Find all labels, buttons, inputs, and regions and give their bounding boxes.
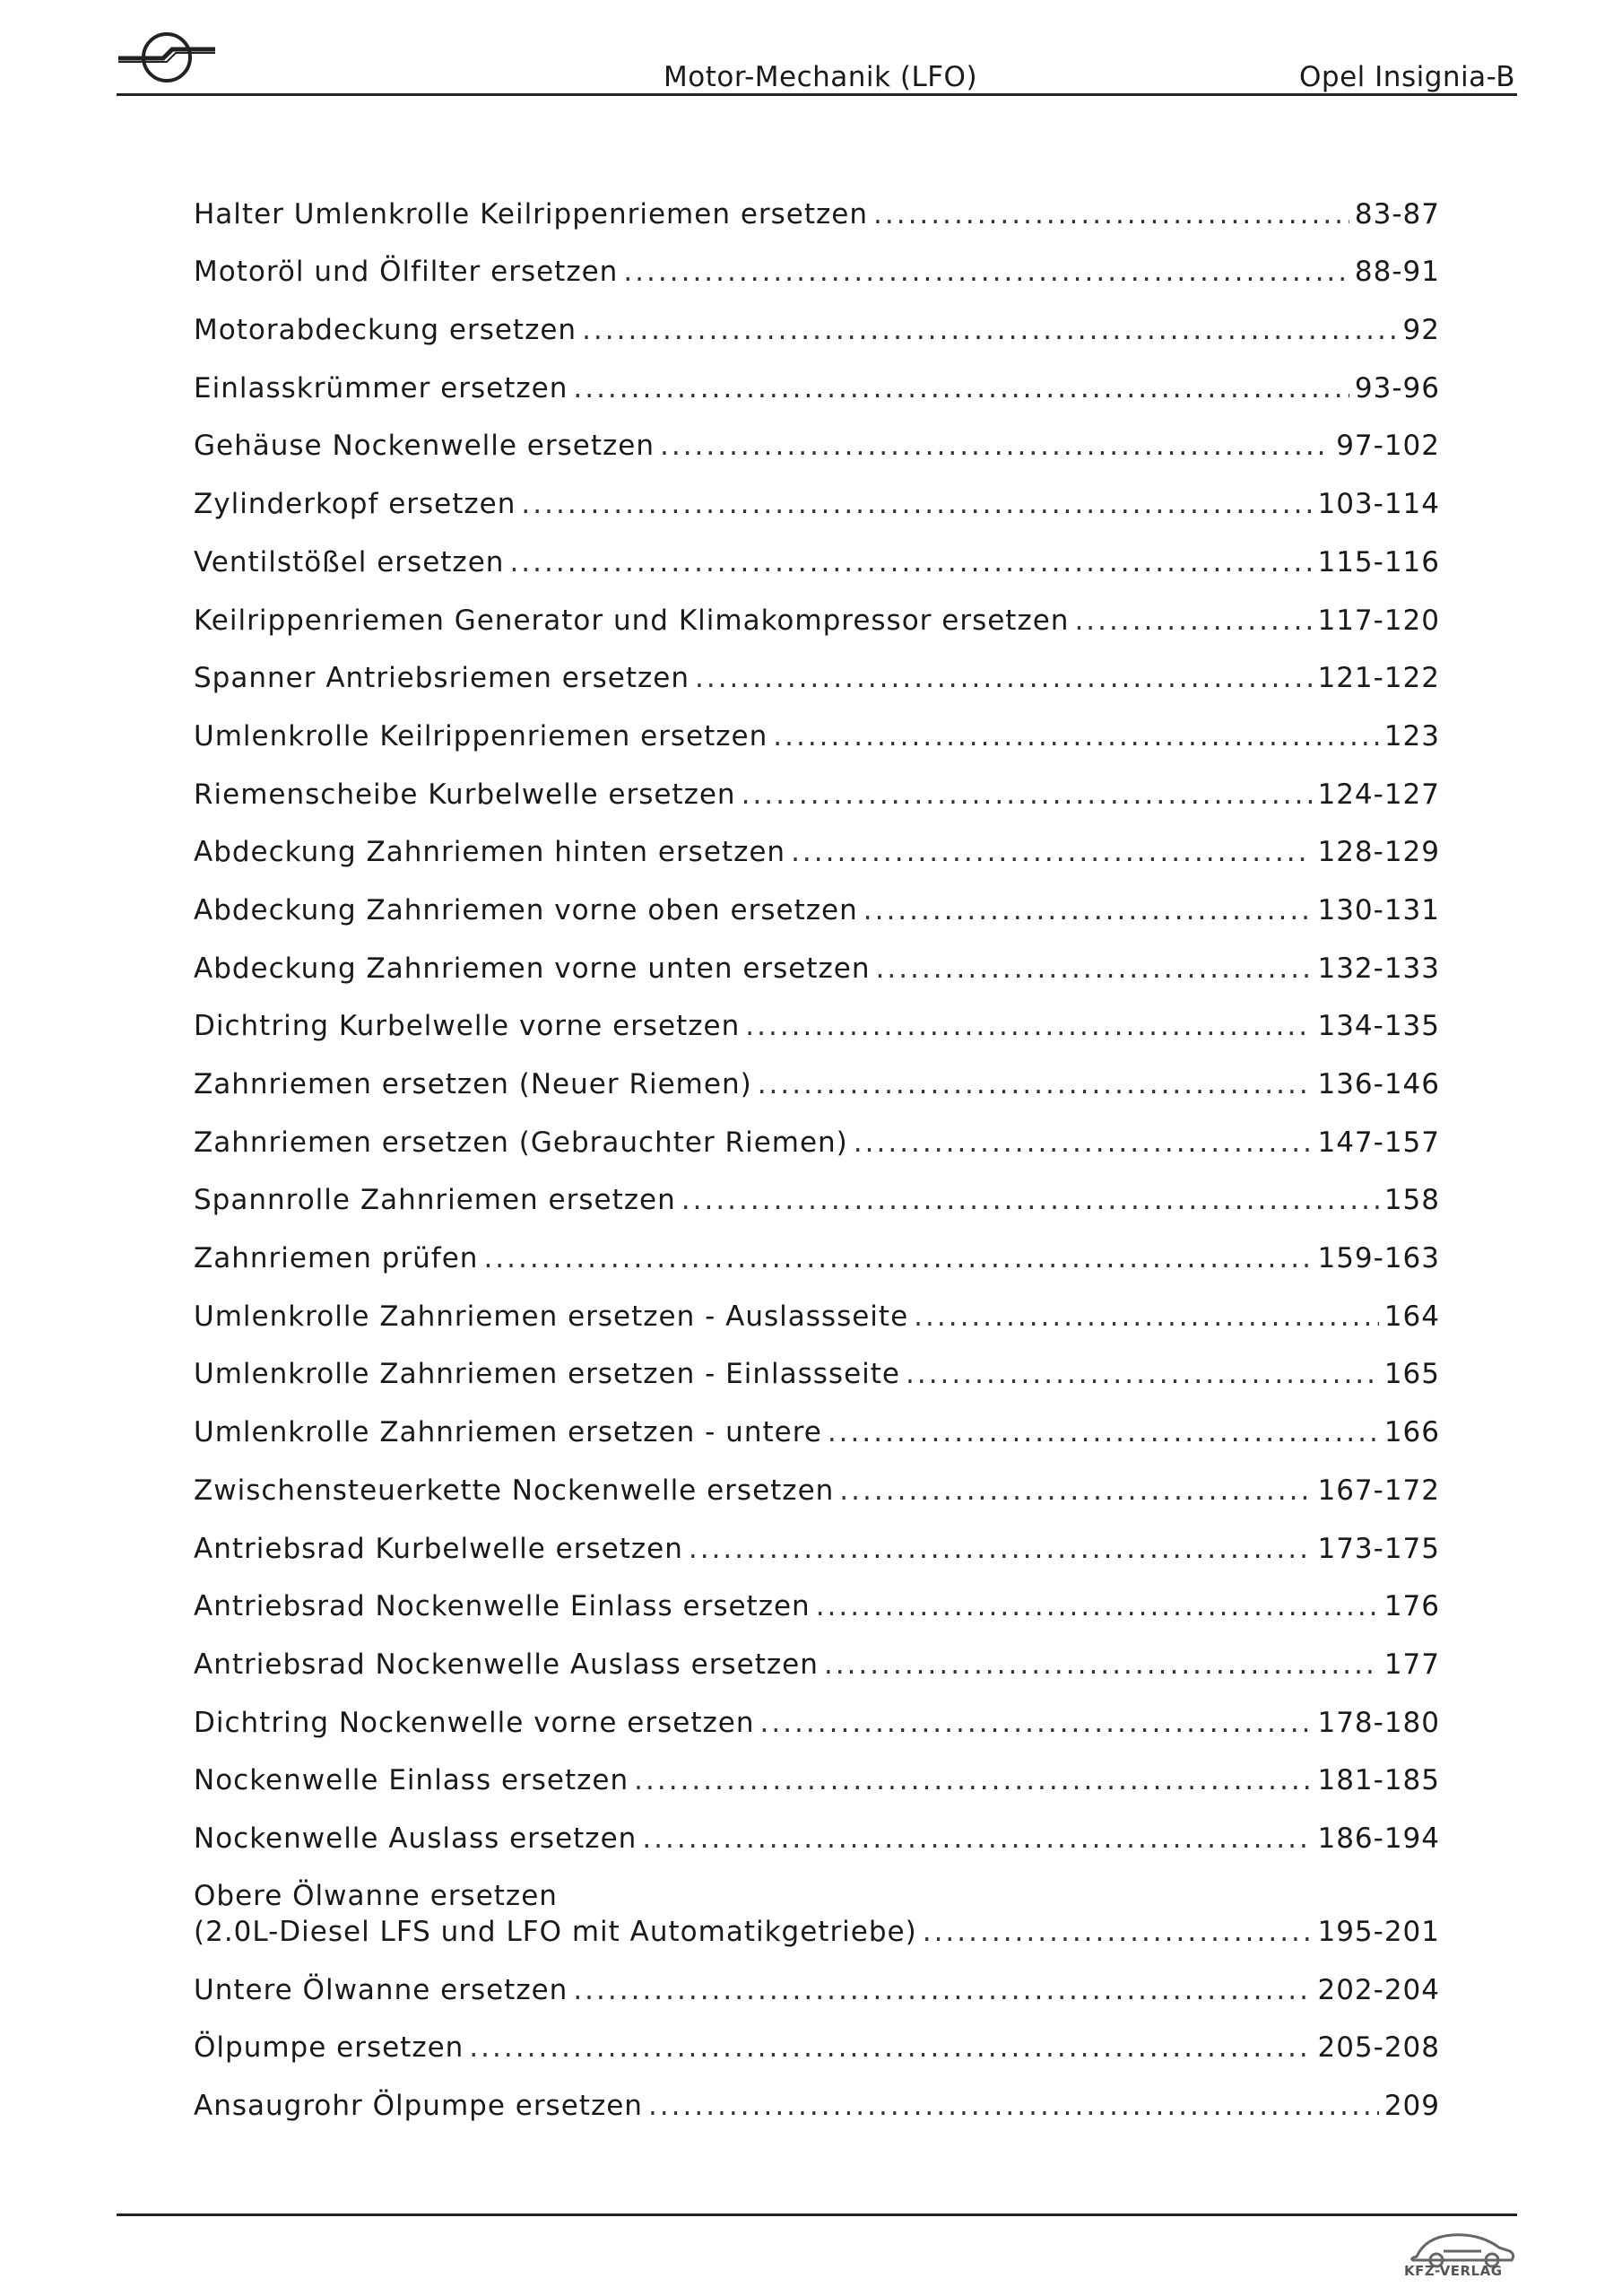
toc-entry-page: 83-87 bbox=[1354, 197, 1440, 230]
toc-entry-title: Gehäuse Nockenwelle ersetzen bbox=[194, 430, 655, 463]
toc-entry-page: 176 bbox=[1383, 1590, 1440, 1623]
toc-entry-page: 115-116 bbox=[1317, 545, 1440, 578]
dot-leader bbox=[816, 1590, 1379, 1622]
dot-leader bbox=[914, 1300, 1379, 1333]
dot-leader bbox=[839, 1474, 1312, 1507]
toc-entry-page: 181-185 bbox=[1317, 1764, 1440, 1797]
toc-entry[interactable] bbox=[194, 1349, 1440, 1407]
toc-entry-title: Motoröl und Ölfilter ersetzen bbox=[194, 256, 619, 289]
toc-entry-page: 178-180 bbox=[1317, 1706, 1440, 1739]
toc-entry-page: 205-208 bbox=[1317, 2031, 1440, 2065]
toc-entry[interactable] bbox=[194, 1058, 1440, 1117]
toc-entry[interactable] bbox=[194, 1871, 1440, 1964]
toc-entry-title: Zylinderkopf ersetzen bbox=[194, 488, 516, 521]
dot-leader bbox=[689, 1533, 1313, 1565]
toc-entry-title: Abdeckung Zahnriemen vorne unten ersetzen bbox=[194, 952, 871, 985]
dot-leader bbox=[876, 952, 1313, 985]
toc-entry-page: 136-146 bbox=[1317, 1068, 1440, 1100]
dot-leader bbox=[660, 430, 1331, 462]
toc-entry-page: 177 bbox=[1383, 1648, 1440, 1681]
dot-leader bbox=[906, 1358, 1379, 1390]
toc-entry-page: 159-163 bbox=[1317, 1242, 1440, 1275]
dot-leader bbox=[828, 1416, 1379, 1448]
car-wrench-logo-icon bbox=[1399, 2221, 1524, 2292]
toc-entry[interactable] bbox=[194, 1813, 1440, 1871]
dot-leader bbox=[824, 1648, 1379, 1681]
toc-entry[interactable] bbox=[194, 1232, 1440, 1291]
toc-entry-page: 186-194 bbox=[1317, 1822, 1440, 1855]
toc-entry[interactable] bbox=[194, 1117, 1440, 1175]
dot-leader bbox=[681, 1184, 1379, 1216]
document-title: Motor-Mechanik (LFO) bbox=[664, 61, 978, 93]
toc-entry[interactable] bbox=[194, 653, 1440, 711]
toc-entry-page: 209 bbox=[1383, 2090, 1440, 2122]
toc-entry[interactable] bbox=[194, 710, 1440, 769]
toc-entry-title: Zahnriemen prüfen bbox=[194, 1242, 479, 1275]
toc-entry-page: 117-120 bbox=[1317, 604, 1440, 637]
toc-entry-title: Obere Ölwanne ersetzen bbox=[194, 1879, 558, 1912]
toc-entry-page: 103-114 bbox=[1317, 488, 1440, 521]
dot-leader bbox=[758, 1068, 1313, 1100]
dot-leader bbox=[582, 314, 1397, 346]
toc-entry-page: 165 bbox=[1383, 1358, 1440, 1391]
dot-leader bbox=[521, 488, 1312, 520]
toc-entry-title: Ventilstößel ersetzen bbox=[194, 545, 505, 578]
toc-entry[interactable] bbox=[194, 1523, 1440, 1581]
toc-entry-title: Zwischensteuerkette Nockenwelle ersetzen bbox=[194, 1474, 835, 1507]
toc-entry-page: 93-96 bbox=[1354, 371, 1440, 404]
toc-entry[interactable] bbox=[194, 1291, 1440, 1349]
toc-entry[interactable] bbox=[194, 1406, 1440, 1465]
toc-entry[interactable] bbox=[194, 304, 1440, 362]
dot-leader bbox=[634, 1764, 1312, 1796]
toc-entry-title: Spannrolle Zahnriemen ersetzen bbox=[194, 1184, 676, 1217]
toc-entry[interactable] bbox=[194, 188, 1440, 247]
toc-entry-title: Ansaugrohr Ölpumpe ersetzen bbox=[194, 2090, 643, 2122]
toc-entry-page: 132-133 bbox=[1317, 952, 1440, 985]
toc-entry-title: Antriebsrad Nockenwelle Auslass ersetzen bbox=[194, 1648, 819, 1681]
toc-entry[interactable] bbox=[194, 1697, 1440, 1755]
toc-entry-title: Umlenkrolle Zahnriemen ersetzen - Einlassseite bbox=[194, 1358, 900, 1391]
dot-leader bbox=[648, 2090, 1379, 2122]
toc-entry-page: 147-157 bbox=[1317, 1126, 1440, 1159]
dot-leader bbox=[509, 546, 1312, 578]
toc-entry-title: Einlasskrümmer ersetzen bbox=[194, 371, 568, 404]
toc-entry-title: Umlenkrolle Zahnriemen ersetzen - untere bbox=[194, 1416, 822, 1449]
toc-entry-page: 173-175 bbox=[1317, 1532, 1440, 1565]
toc-entry-page: 202-204 bbox=[1317, 1973, 1440, 2006]
toc-entry[interactable] bbox=[194, 884, 1440, 943]
toc-entry[interactable] bbox=[194, 1001, 1440, 1059]
dot-leader bbox=[863, 894, 1313, 926]
toc-entry-title: Riemenscheibe Kurbelwelle ersetzen bbox=[194, 778, 736, 811]
toc-entry-title: Dichtring Nockenwelle vorne ersetzen bbox=[194, 1706, 755, 1739]
publisher-logo-text: KFZ-VERLAG bbox=[1404, 2263, 1503, 2279]
vehicle-model: Opel Insignia-B bbox=[1299, 61, 1515, 93]
toc-entry[interactable] bbox=[194, 1964, 1440, 2022]
toc-entry-title: Spanner Antriebsriemen ersetzen bbox=[194, 662, 690, 695]
toc-entry[interactable] bbox=[194, 595, 1440, 653]
toc-entry[interactable] bbox=[194, 421, 1440, 479]
toc-entry[interactable] bbox=[194, 2022, 1440, 2081]
dot-leader bbox=[573, 372, 1349, 404]
toc-entry-title: Umlenkrolle Zahnriemen ersetzen - Auslassseite bbox=[194, 1300, 909, 1333]
dot-leader bbox=[854, 1126, 1313, 1159]
toc-entry-page: 121-122 bbox=[1317, 662, 1440, 695]
toc-entry[interactable] bbox=[194, 1465, 1440, 1523]
dot-leader bbox=[469, 2031, 1312, 2064]
toc-entry[interactable] bbox=[194, 943, 1440, 1001]
toc-entry-title: Antriebsrad Nockenwelle Einlass ersetzen bbox=[194, 1590, 811, 1623]
toc-entry-title: Halter Umlenkrolle Keilrippenriemen ersetzen bbox=[194, 197, 869, 230]
dot-leader bbox=[642, 1822, 1312, 1855]
toc-entry-title: Dichtring Kurbelwelle vorne ersetzen bbox=[194, 1010, 741, 1043]
opel-logo-icon bbox=[117, 25, 217, 90]
dot-leader bbox=[742, 778, 1313, 811]
dot-leader bbox=[623, 256, 1349, 288]
toc-entry-title-line2: (2.0L-Diesel LFS und LFO mit Automatikgetriebe) bbox=[194, 1915, 917, 1948]
toc-entry-page: 88-91 bbox=[1354, 256, 1440, 289]
dot-leader bbox=[873, 198, 1349, 230]
toc-entry[interactable] bbox=[194, 1581, 1440, 1639]
toc-entry[interactable] bbox=[194, 478, 1440, 536]
table-of-contents bbox=[194, 188, 1440, 2138]
toc-entry-title: Nockenwelle Auslass ersetzen bbox=[194, 1822, 638, 1855]
dot-leader bbox=[483, 1242, 1312, 1274]
toc-entry-title: Zahnriemen ersetzen (Gebrauchter Riemen) bbox=[194, 1126, 848, 1159]
dot-leader bbox=[791, 836, 1312, 868]
toc-entry-title: Untere Ölwanne ersetzen bbox=[194, 1973, 568, 2006]
dot-leader bbox=[1074, 604, 1312, 637]
footer-divider bbox=[117, 2213, 1517, 2216]
toc-entry[interactable] bbox=[194, 362, 1440, 421]
dot-leader bbox=[745, 1010, 1312, 1042]
toc-entry-title: Abdeckung Zahnriemen vorne oben ersetzen bbox=[194, 893, 858, 926]
toc-entry-title: Umlenkrolle Keilrippenriemen ersetzen bbox=[194, 719, 768, 752]
toc-entry[interactable] bbox=[194, 769, 1440, 827]
toc-entry[interactable] bbox=[194, 1755, 1440, 1813]
toc-entry-page: 97-102 bbox=[1336, 430, 1440, 463]
toc-entry[interactable] bbox=[194, 1639, 1440, 1697]
dot-leader bbox=[695, 662, 1312, 694]
header-divider bbox=[117, 93, 1517, 96]
toc-entry-title: Motorabdeckung ersetzen bbox=[194, 314, 577, 347]
page-header bbox=[117, 25, 1515, 97]
toc-entry-page: 164 bbox=[1383, 1300, 1440, 1333]
toc-entry-title: Zahnriemen ersetzen (Neuer Riemen) bbox=[194, 1068, 752, 1100]
toc-entry-page: 134-135 bbox=[1317, 1010, 1440, 1043]
toc-entry[interactable] bbox=[194, 1175, 1440, 1233]
dot-leader bbox=[573, 1974, 1312, 2006]
toc-entry[interactable] bbox=[194, 2080, 1440, 2138]
toc-entry-page: 123 bbox=[1383, 719, 1440, 752]
toc-entry[interactable] bbox=[194, 247, 1440, 305]
toc-entry-page: 195-201 bbox=[1317, 1915, 1440, 1948]
toc-entry-title: Ölpumpe ersetzen bbox=[194, 2031, 464, 2065]
toc-entry-page: 158 bbox=[1383, 1184, 1440, 1217]
dot-leader bbox=[923, 1916, 1313, 1948]
dot-leader bbox=[759, 1707, 1312, 1739]
dot-leader bbox=[773, 720, 1379, 752]
toc-entry-page: 130-131 bbox=[1317, 893, 1440, 926]
toc-entry-page: 128-129 bbox=[1317, 836, 1440, 869]
toc-entry-title: Nockenwelle Einlass ersetzen bbox=[194, 1764, 629, 1797]
toc-entry-page: 167-172 bbox=[1317, 1474, 1440, 1507]
toc-entry[interactable] bbox=[194, 827, 1440, 885]
toc-entry-page: 124-127 bbox=[1317, 778, 1440, 811]
toc-entry-title: Keilrippenriemen Generator und Klimakompressor ersetzen bbox=[194, 604, 1070, 637]
toc-entry-page: 92 bbox=[1402, 314, 1440, 347]
toc-entry-title: Antriebsrad Kurbelwelle ersetzen bbox=[194, 1532, 683, 1565]
toc-entry[interactable] bbox=[194, 536, 1440, 595]
toc-entry-title: Abdeckung Zahnriemen hinten ersetzen bbox=[194, 836, 786, 869]
toc-entry-page: 166 bbox=[1383, 1416, 1440, 1449]
